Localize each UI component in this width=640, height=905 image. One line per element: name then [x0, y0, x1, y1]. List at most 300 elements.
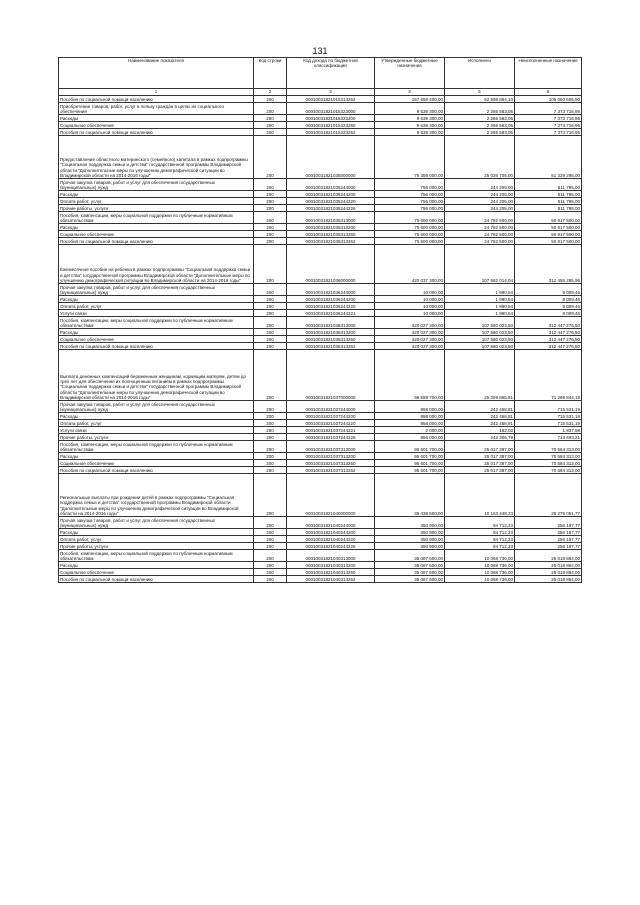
cell-indicator-name: Пособия по социальной помощи населению	[59, 576, 254, 583]
cell-approved: 420 027 300,00	[375, 343, 445, 350]
cell-indicator-name: Оплата работ, услуг	[59, 536, 254, 543]
table-row	[59, 212, 582, 224]
budget-execution-table	[58, 57, 582, 583]
cell-approved: 9 639 300,00	[375, 129, 445, 136]
cell-remaining: 25 018 864,00	[515, 569, 582, 576]
cell-line-code: 200	[254, 129, 287, 136]
cell-income-code: 00010031821036000000	[287, 245, 375, 284]
cell-executed: 1 990,54	[445, 284, 515, 296]
cell-approved: 10 000,00	[375, 296, 445, 303]
cell-line-code: 200	[254, 427, 287, 434]
cell-indicator-name: Пособия по социальной помощи населению	[59, 129, 254, 136]
cell-income-code: 00010031821037000000	[287, 350, 375, 401]
cell-executed: 24 782 500,00	[445, 212, 515, 224]
cell-remaining: 1 837,98	[515, 427, 582, 434]
cell-remaining: 70 584 313,00	[515, 441, 582, 453]
cell-line-code: 200	[254, 317, 287, 329]
cell-income-code: 00010031821036244000	[287, 284, 375, 296]
cell-line-code: 200	[254, 441, 287, 453]
cell-indicator-name: Социальное обеспечение	[59, 460, 254, 467]
cell-approved: 420 027 300,00	[375, 317, 445, 329]
cell-indicator-name: Ежемесячное пособие на ребенка в рамках подпрограммы "Социальная поддержка семьи и детства" государственной программы Владимирской области "Дополнительные меры по улучшению демографической ситуации во Владимирской области на 2014-2016 годы"	[59, 245, 254, 284]
cell-executed: 10 068 736,00	[445, 576, 515, 583]
cell-indicator-name: Прочие работы, услуги	[59, 543, 254, 550]
cell-line-code: 200	[254, 350, 287, 401]
cell-line-code: 200	[254, 536, 287, 543]
cell-indicator-name: Оплата работ, услуг	[59, 303, 254, 310]
cell-remaining: 511 795,00	[515, 205, 582, 212]
cell-income-code: 00010031821037244226	[287, 434, 375, 441]
cell-line-code: 200	[254, 231, 287, 238]
cell-indicator-name: Предоставление областного материнского (семейного) капитала в рамках подпрограммы "Социальная поддержка семьи и детства" государственной программы Владимирской области "Дополнительные меры по улучшению демографической ситуации во Владимирской области на 2014-2016 годы"	[59, 136, 254, 179]
cell-income-code: 00010031821040313260	[287, 569, 375, 576]
cell-indicator-name: Пособия по социальной помощи населению	[59, 467, 254, 474]
page-number: 131	[312, 46, 328, 56]
cell-income-code: 00010031821015323262	[287, 129, 375, 136]
cell-remaining: 511 795,00	[515, 191, 582, 198]
header-remaining: Неисполненные назначения	[515, 58, 582, 89]
column-number: 3	[287, 89, 375, 96]
table-row	[59, 205, 582, 212]
cell-remaining: 256 187,77	[515, 543, 582, 550]
cell-income-code: 00010031821040244000	[287, 517, 375, 529]
cell-executed: 25 017 387,00	[445, 460, 515, 467]
table-row	[59, 115, 582, 122]
cell-indicator-name: Пособия, компенсации, меры социальной поддержки по публичным нормативным обязательствам	[59, 441, 254, 453]
cell-income-code: 00010031821040244226	[287, 543, 375, 550]
cell-remaining: 715 531,19	[515, 420, 582, 427]
cell-approved: 2 000,00	[375, 427, 445, 434]
cell-executed: 162,02	[445, 427, 515, 434]
cell-indicator-name: Расходы	[59, 224, 254, 231]
cell-executed: 24 782 500,00	[445, 238, 515, 245]
table-row	[59, 238, 582, 245]
cell-executed: 242 468,81	[445, 413, 515, 420]
cell-income-code: 00010031821040313200	[287, 562, 375, 569]
cell-executed: 25 259 855,81	[445, 350, 515, 401]
table-row	[59, 296, 582, 303]
cell-executed: 52 598 894,10	[445, 96, 515, 103]
cell-approved: 95 601 700,00	[375, 467, 445, 474]
table-row	[59, 427, 582, 434]
table-row	[59, 569, 582, 576]
cell-indicator-name: Услуги связи	[59, 310, 254, 317]
cell-approved: 350 900,00	[375, 517, 445, 529]
cell-line-code: 200	[254, 212, 287, 224]
table-row	[59, 284, 582, 296]
cell-income-code: 00010031821015323000	[287, 103, 375, 115]
column-number: 1	[59, 89, 254, 96]
cell-remaining: 105 060 505,90	[515, 96, 582, 103]
cell-line-code: 200	[254, 96, 287, 103]
cell-remaining: 7 373 716,95	[515, 115, 582, 122]
cell-indicator-name: Прочие работы, услуги	[59, 434, 254, 441]
cell-remaining: 50 817 500,00	[515, 212, 582, 224]
table-row	[59, 467, 582, 474]
cell-remaining: 7 373 716,95	[515, 129, 582, 136]
table-row	[59, 434, 582, 441]
cell-income-code: 00010031821035244000	[287, 179, 375, 191]
cell-remaining: 312 447 276,50	[515, 329, 582, 336]
cell-executed: 1 990,54	[445, 310, 515, 317]
cell-approved: 75 600 000,00	[375, 231, 445, 238]
column-number: 4	[375, 89, 445, 96]
cell-executed: 2 265 583,05	[445, 103, 515, 115]
table-row	[59, 310, 582, 317]
table-row	[59, 103, 582, 115]
header-income-code: Код дохода по бюджетной классификации	[287, 58, 375, 89]
cell-remaining: 7 373 716,95	[515, 103, 582, 115]
cell-income-code: 00010031821035000000	[287, 136, 375, 179]
cell-approved: 9 639 300,00	[375, 115, 445, 122]
cell-approved: 756 000,00	[375, 191, 445, 198]
cell-remaining: 256 187,77	[515, 529, 582, 536]
cell-remaining: 25 275 051,77	[515, 474, 582, 517]
table-row	[59, 543, 582, 550]
cell-line-code: 200	[254, 543, 287, 550]
cell-remaining: 256 187,77	[515, 536, 582, 543]
cell-line-code: 200	[254, 529, 287, 536]
cell-remaining: 71 299 844,19	[515, 350, 582, 401]
cell-remaining: 8 009,46	[515, 303, 582, 310]
table-row	[59, 303, 582, 310]
cell-approved: 35 087 600,00	[375, 550, 445, 562]
cell-approved: 350 900,00	[375, 543, 445, 550]
cell-income-code: 00010031821015313262	[287, 96, 375, 103]
cell-approved: 420 027 300,00	[375, 336, 445, 343]
cell-executed: 10 068 736,00	[445, 562, 515, 569]
cell-executed: 24 782 500,00	[445, 224, 515, 231]
cell-line-code: 200	[254, 191, 287, 198]
table-row	[59, 453, 582, 460]
cell-approved: 10 000,00	[375, 310, 445, 317]
column-number: 2	[254, 89, 287, 96]
cell-indicator-name: Расходы	[59, 529, 254, 536]
cell-approved: 75 600 000,00	[375, 238, 445, 245]
header-approved: Утвержденные бюджетные назначения	[375, 58, 445, 89]
cell-approved: 35 087 600,00	[375, 569, 445, 576]
cell-line-code: 200	[254, 336, 287, 343]
header-indicator-name: Наименование показателя	[59, 58, 254, 89]
cell-executed: 242 468,81	[445, 401, 515, 413]
cell-remaining: 50 817 500,00	[515, 231, 582, 238]
cell-remaining: 312 447 276,50	[515, 343, 582, 350]
cell-income-code: 00010031821035313260	[287, 231, 375, 238]
cell-remaining: 715 531,19	[515, 401, 582, 413]
table-body	[59, 96, 582, 583]
cell-approved: 95 601 700,00	[375, 441, 445, 453]
cell-approved: 75 600 000,00	[375, 212, 445, 224]
cell-executed: 107 580 023,50	[445, 336, 515, 343]
cell-executed: 107 582 014,04	[445, 245, 515, 284]
cell-remaining: 312 455 285,96	[515, 245, 582, 284]
cell-line-code: 200	[254, 474, 287, 517]
cell-income-code: 00010031821037244000	[287, 401, 375, 413]
table-row	[59, 245, 582, 284]
cell-income-code: 00010031821035313262	[287, 238, 375, 245]
cell-remaining: 70 584 313,00	[515, 460, 582, 467]
cell-executed: 2 265 583,05	[445, 122, 515, 129]
cell-income-code: 00010031821035244200	[287, 191, 375, 198]
table-row	[59, 529, 582, 536]
cell-income-code: 00010031821040313000	[287, 550, 375, 562]
cell-remaining: 51 329 295,00	[515, 136, 582, 179]
cell-executed: 244 205,00	[445, 205, 515, 212]
table-row	[59, 441, 582, 453]
cell-executed: 2 265 583,05	[445, 115, 515, 122]
cell-line-code: 200	[254, 115, 287, 122]
table-row	[59, 136, 582, 179]
table-row	[59, 129, 582, 136]
column-number-row	[59, 89, 582, 96]
cell-indicator-name: Прочие работы, услуги	[59, 205, 254, 212]
cell-remaining: 715 531,19	[515, 413, 582, 420]
cell-line-code: 200	[254, 460, 287, 467]
cell-executed: 244 205,00	[445, 191, 515, 198]
cell-approved: 756 000,00	[375, 205, 445, 212]
cell-indicator-name: Социальное обеспечение	[59, 336, 254, 343]
cell-indicator-name: Оплата работ, услуг	[59, 420, 254, 427]
cell-line-code: 200	[254, 310, 287, 317]
cell-income-code: 00010031821037244221	[287, 427, 375, 434]
table-row	[59, 317, 582, 329]
cell-indicator-name: Пособия по социальной помощи населению	[59, 96, 254, 103]
cell-remaining: 50 817 500,00	[515, 238, 582, 245]
table-row	[59, 198, 582, 205]
cell-remaining: 25 018 864,00	[515, 550, 582, 562]
cell-income-code: 00010031821040244220	[287, 536, 375, 543]
cell-indicator-name: Социальное обеспечение	[59, 231, 254, 238]
cell-line-code: 200	[254, 284, 287, 296]
cell-income-code: 00010031821036313260	[287, 336, 375, 343]
cell-executed: 25 026 705,00	[445, 136, 515, 179]
cell-income-code: 00010031821036244220	[287, 303, 375, 310]
cell-income-code: 00010031821037313262	[287, 467, 375, 474]
cell-line-code: 200	[254, 562, 287, 569]
cell-line-code: 200	[254, 205, 287, 212]
cell-executed: 107 580 023,50	[445, 343, 515, 350]
cell-approved: 95 601 700,00	[375, 460, 445, 467]
cell-remaining: 50 817 500,00	[515, 224, 582, 231]
table-row	[59, 336, 582, 343]
cell-approved: 10 000,00	[375, 284, 445, 296]
table-row	[59, 562, 582, 569]
cell-remaining: 7 373 716,95	[515, 122, 582, 129]
cell-line-code: 200	[254, 434, 287, 441]
cell-approved: 420 027 300,00	[375, 329, 445, 336]
cell-executed: 2 265 583,05	[445, 129, 515, 136]
cell-indicator-name: Выплата денежных компенсаций беременным женщинам, кормящим матерям, детям до трех лет для обеспечения их полноценным питанием в рамках подпрограммы "Социальная поддержка семьи и детства" государственной программы Владимирской области "Дополнительные меры по улучшению демографической ситуации во Владимирской области на 2014-2016 годы"	[59, 350, 254, 401]
cell-executed: 1 990,54	[445, 296, 515, 303]
table-row	[59, 224, 582, 231]
table-row	[59, 550, 582, 562]
cell-line-code: 200	[254, 103, 287, 115]
cell-approved: 35 438 500,00	[375, 474, 445, 517]
table-row	[59, 231, 582, 238]
table-row	[59, 517, 582, 529]
cell-approved: 35 087 600,00	[375, 576, 445, 583]
cell-remaining: 8 009,46	[515, 296, 582, 303]
table-row	[59, 329, 582, 336]
cell-income-code: 00010031821036313262	[287, 343, 375, 350]
cell-income-code: 00010031821015323200	[287, 115, 375, 122]
cell-approved: 958 000,00	[375, 413, 445, 420]
cell-remaining: 70 584 313,00	[515, 453, 582, 460]
cell-income-code: 00010031821036244200	[287, 296, 375, 303]
cell-income-code: 00010031821037244220	[287, 420, 375, 427]
cell-approved: 756 000,00	[375, 198, 445, 205]
cell-line-code: 200	[254, 453, 287, 460]
cell-income-code: 00010031821036313200	[287, 329, 375, 336]
cell-line-code: 200	[254, 401, 287, 413]
cell-line-code: 200	[254, 550, 287, 562]
cell-executed: 94 712,23	[445, 517, 515, 529]
cell-line-code: 200	[254, 303, 287, 310]
cell-executed: 242 468,81	[445, 420, 515, 427]
header-line-code: Код строки	[254, 58, 287, 89]
cell-executed: 25 017 387,00	[445, 453, 515, 460]
cell-approved: 350 900,00	[375, 536, 445, 543]
cell-indicator-name: Социальное обеспечение	[59, 569, 254, 576]
cell-executed: 94 712,23	[445, 529, 515, 536]
cell-approved: 96 559 700,00	[375, 350, 445, 401]
cell-remaining: 8 009,46	[515, 284, 582, 296]
cell-approved: 75 600 000,00	[375, 224, 445, 231]
table-row	[59, 122, 582, 129]
cell-line-code: 200	[254, 198, 287, 205]
cell-indicator-name: Оплата работ, услуг	[59, 198, 254, 205]
cell-income-code: 00010031821037313260	[287, 460, 375, 467]
cell-income-code: 00010031821040244200	[287, 529, 375, 536]
table-row	[59, 350, 582, 401]
cell-indicator-name: Пособия по социальной помощи населению	[59, 343, 254, 350]
cell-indicator-name: Пособия по социальной помощи населению	[59, 238, 254, 245]
cell-executed: 25 017 387,00	[445, 441, 515, 453]
cell-income-code: 00010031821037313200	[287, 453, 375, 460]
cell-income-code: 00010031821035313000	[287, 212, 375, 224]
table-row	[59, 191, 582, 198]
cell-approved: 157 659 400,00	[375, 96, 445, 103]
cell-income-code: 00010031821036244221	[287, 310, 375, 317]
cell-income-code: 00010031821036313000	[287, 317, 375, 329]
cell-line-code: 200	[254, 343, 287, 350]
table-row	[59, 96, 582, 103]
cell-executed: 24 782 500,00	[445, 231, 515, 238]
cell-income-code: 00010031821035244220	[287, 198, 375, 205]
cell-line-code: 200	[254, 420, 287, 427]
cell-line-code: 200	[254, 413, 287, 420]
cell-indicator-name: Расходы	[59, 296, 254, 303]
cell-line-code: 200	[254, 576, 287, 583]
cell-income-code: 00010031821015323260	[287, 122, 375, 129]
cell-executed: 94 712,23	[445, 543, 515, 550]
cell-approved: 420 037 300,00	[375, 245, 445, 284]
table-row	[59, 343, 582, 350]
cell-income-code: 00010031821037313000	[287, 441, 375, 453]
table-row	[59, 179, 582, 191]
table-row	[59, 536, 582, 543]
cell-executed: 242 306,79	[445, 434, 515, 441]
cell-indicator-name: Прочая закупка товаров, работ и услуг для обеспечения государственных (муниципальных) нужд	[59, 401, 254, 413]
cell-income-code: 00010031821035244226	[287, 205, 375, 212]
column-number: 5	[445, 89, 515, 96]
header-executed: Исполнено	[445, 58, 515, 89]
cell-indicator-name: Расходы	[59, 453, 254, 460]
table-row	[59, 576, 582, 583]
cell-indicator-name: Расходы	[59, 191, 254, 198]
cell-approved: 9 639 300,00	[375, 122, 445, 129]
cell-executed: 94 712,23	[445, 536, 515, 543]
cell-approved: 9 639 300,00	[375, 103, 445, 115]
cell-line-code: 200	[254, 136, 287, 179]
cell-approved: 10 000,00	[375, 303, 445, 310]
cell-line-code: 200	[254, 569, 287, 576]
table-row	[59, 420, 582, 427]
cell-remaining: 713 693,21	[515, 434, 582, 441]
cell-line-code: 200	[254, 517, 287, 529]
cell-line-code: 200	[254, 224, 287, 231]
cell-executed: 107 580 023,50	[445, 329, 515, 336]
table-row	[59, 413, 582, 420]
cell-executed: 107 580 023,50	[445, 317, 515, 329]
cell-line-code: 200	[254, 238, 287, 245]
cell-indicator-name: Прочая закупка товаров, работ и услуг для обеспечения государственных (муниципальных) нужд	[59, 284, 254, 296]
cell-approved: 95 601 700,00	[375, 453, 445, 460]
cell-line-code: 200	[254, 467, 287, 474]
cell-indicator-name: Расходы	[59, 115, 254, 122]
cell-approved: 958 000,00	[375, 401, 445, 413]
header-row	[59, 58, 582, 89]
cell-remaining: 25 018 864,00	[515, 576, 582, 583]
cell-executed: 10 163 448,23	[445, 474, 515, 517]
cell-executed: 25 017 387,00	[445, 467, 515, 474]
cell-indicator-name: Социальное обеспечение	[59, 122, 254, 129]
cell-approved: 956 000,00	[375, 434, 445, 441]
cell-indicator-name: Услуги связи	[59, 427, 254, 434]
cell-remaining: 25 018 864,00	[515, 562, 582, 569]
cell-income-code: 00010031821040000000	[287, 474, 375, 517]
cell-remaining: 312 447 276,50	[515, 336, 582, 343]
cell-line-code: 200	[254, 122, 287, 129]
cell-line-code: 200	[254, 296, 287, 303]
cell-indicator-name: Пособия, компенсации, меры социальной поддержки по публичным нормативным обязательствам	[59, 550, 254, 562]
cell-executed: 1 990,54	[445, 303, 515, 310]
cell-executed: 10 068 736,00	[445, 550, 515, 562]
cell-executed: 244 205,00	[445, 198, 515, 205]
cell-executed: 10 068 736,00	[445, 569, 515, 576]
cell-line-code: 200	[254, 245, 287, 284]
cell-indicator-name: Расходы	[59, 562, 254, 569]
cell-indicator-name: Региональные выплаты при рождении детей в рамках подпрограммы "Социальная поддержка семьи и детства" государственной программы Владимирской области "Дополнительные меры по улучшению демографической ситуации во Владимирской области на 2014-2016 годы"	[59, 474, 254, 517]
table-row	[59, 401, 582, 413]
cell-remaining: 511 795,00	[515, 179, 582, 191]
cell-approved: 350 900,00	[375, 529, 445, 536]
column-number: 6	[515, 89, 582, 96]
table-row	[59, 460, 582, 467]
cell-approved: 958 000,00	[375, 420, 445, 427]
cell-income-code: 00010031821040313262	[287, 576, 375, 583]
cell-indicator-name: Расходы	[59, 413, 254, 420]
cell-indicator-name: Приобретение товаров, работ, услуг в пользу граждан в целях их социального обеспечения	[59, 103, 254, 115]
cell-indicator-name: Пособия, компенсации, меры социальной поддержки по публичным нормативным обязательствам	[59, 317, 254, 329]
cell-income-code: 00010031821035313200	[287, 224, 375, 231]
cell-indicator-name: Прочая закупка товаров, работ и услуг для обеспечения государственных (муниципальных) нужд	[59, 179, 254, 191]
cell-line-code: 200	[254, 179, 287, 191]
cell-remaining: 256 187,77	[515, 517, 582, 529]
cell-indicator-name: Прочая закупка товаров, работ и услуг для обеспечения государственных (муниципальных) нужд	[59, 517, 254, 529]
cell-indicator-name: Расходы	[59, 329, 254, 336]
cell-approved: 35 087 600,00	[375, 562, 445, 569]
